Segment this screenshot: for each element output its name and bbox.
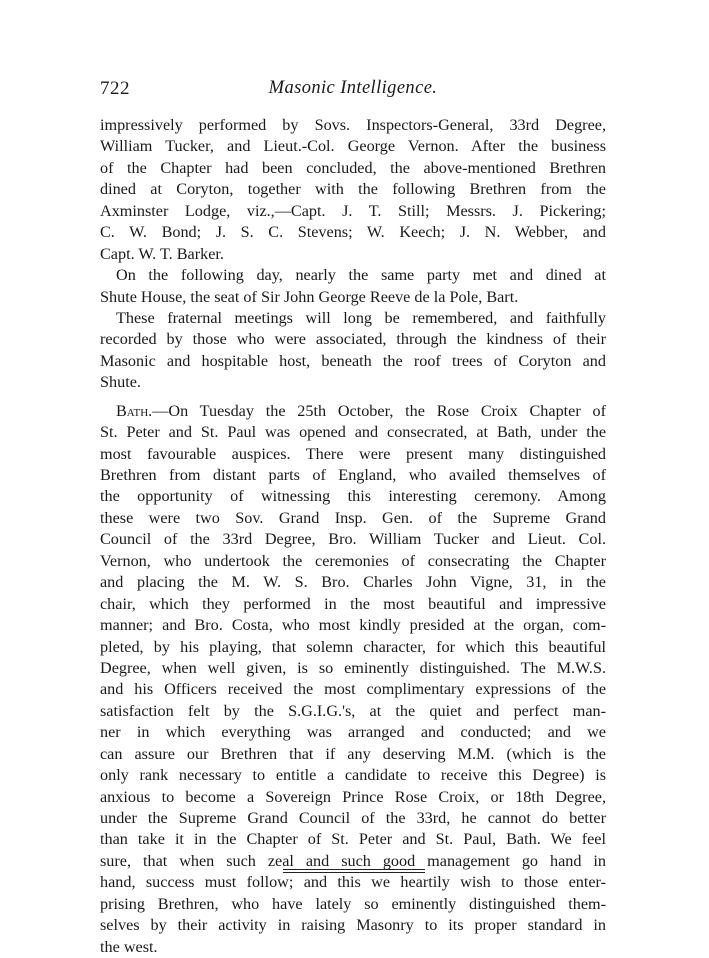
text-line: recorded by those who were associated, through the kindness of their xyxy=(100,330,606,349)
rule-line xyxy=(283,872,425,873)
text-line: Council of the 33rd Degree, Bro. William Tucker and Lieut. Col. xyxy=(100,530,606,549)
running-title: Masonic Intelligence. xyxy=(268,78,438,98)
text-line: chair, which they performed in the most beautiful and impressive xyxy=(100,594,606,613)
text-line: Capt. W. T. Barker. xyxy=(100,244,224,263)
text-line: than take it in the Chapter of St. Peter and St. Paul, Bath. We feel xyxy=(100,830,606,849)
rule-line xyxy=(283,869,425,870)
section-lead-word: Bath. xyxy=(116,401,153,420)
text-line: hand, success must follow; and this we heartily wish to those enter- xyxy=(100,873,606,892)
text-line: Degree, when well given, is so eminently distinguished. The M.W.S. xyxy=(100,658,606,677)
text-line: Shute. xyxy=(100,373,141,392)
text-line: sure, that when such zeal and such good management go hand in xyxy=(100,851,606,870)
text-line: can assure our Brethren that if any deserving M.M. (which is the xyxy=(100,744,606,763)
text-line: C. W. Bond; J. S. C. Stevens; W. Keech; J. N. Webber, and xyxy=(100,223,606,242)
text-line: the west. xyxy=(100,937,158,956)
text-line: manner; and Bro. Costa, who most kindly presided at the organ, com- xyxy=(100,616,606,635)
section-gap xyxy=(100,394,606,401)
text-line: prising Brethren, who have lately so eminently distinguished them- xyxy=(100,894,606,913)
text-line-with-lead xyxy=(100,401,606,422)
text-line: St. Peter and St. Paul was opened and consecrated, at Bath, under the xyxy=(100,423,606,442)
text-line: anxious to become a Sovereign Prince Rose Croix, or 18th Degree, xyxy=(100,787,606,806)
text-line: and his Officers received the most complimentary expressions of the xyxy=(100,680,606,699)
text-line: of the Chapter had been concluded, the above-mentioned Brethren xyxy=(100,158,606,177)
text-run: —On Tuesday the 25th October, the Rose Croix Chapter of xyxy=(152,401,606,420)
text-line: On the following day, nearly the same party met and dined at xyxy=(116,266,606,285)
double-rule-ornament xyxy=(283,869,425,875)
text-line: these were two Sov. Grand Insp. Gen. of the Supreme Grand xyxy=(100,508,606,527)
text-line: selves by their activity in raising Masonry to its proper standard in xyxy=(100,916,606,935)
text-line: under the Supreme Grand Council of the 33rd, he cannot do better xyxy=(100,809,606,827)
text-line: pleted, by his playing, that solemn character, for which this beautiful xyxy=(100,637,606,656)
text-line: the opportunity of witnessing this interesting ceremony. Among xyxy=(100,487,606,506)
text-line: and placing the M. W. S. Bro. Charles John Vigne, 31, in the xyxy=(100,573,606,592)
text-line: Masonic and hospitable host, beneath the roof trees of Coryton and xyxy=(100,351,606,370)
text-line: most favourable auspices. There were present many distinguished xyxy=(100,444,606,463)
text-line: satisfaction felt by the S.G.I.G.'s, at the quiet and perfect man- xyxy=(100,701,606,720)
text-line: Brethren from distant parts of England, who availed themselves of xyxy=(100,466,606,484)
page-number: 722 xyxy=(100,78,130,99)
text-line: Axminster Lodge, viz.,—Capt. J. T. Still; Messrs. J. Pickering; xyxy=(100,201,606,220)
text-line: impressively performed by Sovs. Inspectors-General, 33rd Degree, xyxy=(100,116,606,134)
text-line: William Tucker, and Lieut.-Col. George Vernon. After the business xyxy=(100,137,606,156)
article-body xyxy=(100,115,606,958)
text-line: ner in which everything was arranged and conducted; and we xyxy=(100,723,606,742)
text-line: These fraternal meetings will long be remembered, and faithfully xyxy=(116,308,606,327)
text-line: Shute House, the seat of Sir John George Reeve de la Pole, Bart. xyxy=(100,287,519,306)
text-line: only rank necessary to entitle a candidate to receive this Degree) is xyxy=(100,766,606,785)
text-line: Vernon, who undertook the ceremonies of consecrating the Chapter xyxy=(100,551,606,570)
page-header xyxy=(100,78,606,102)
text-line: dined at Coryton, together with the following Brethren from the xyxy=(100,180,606,199)
